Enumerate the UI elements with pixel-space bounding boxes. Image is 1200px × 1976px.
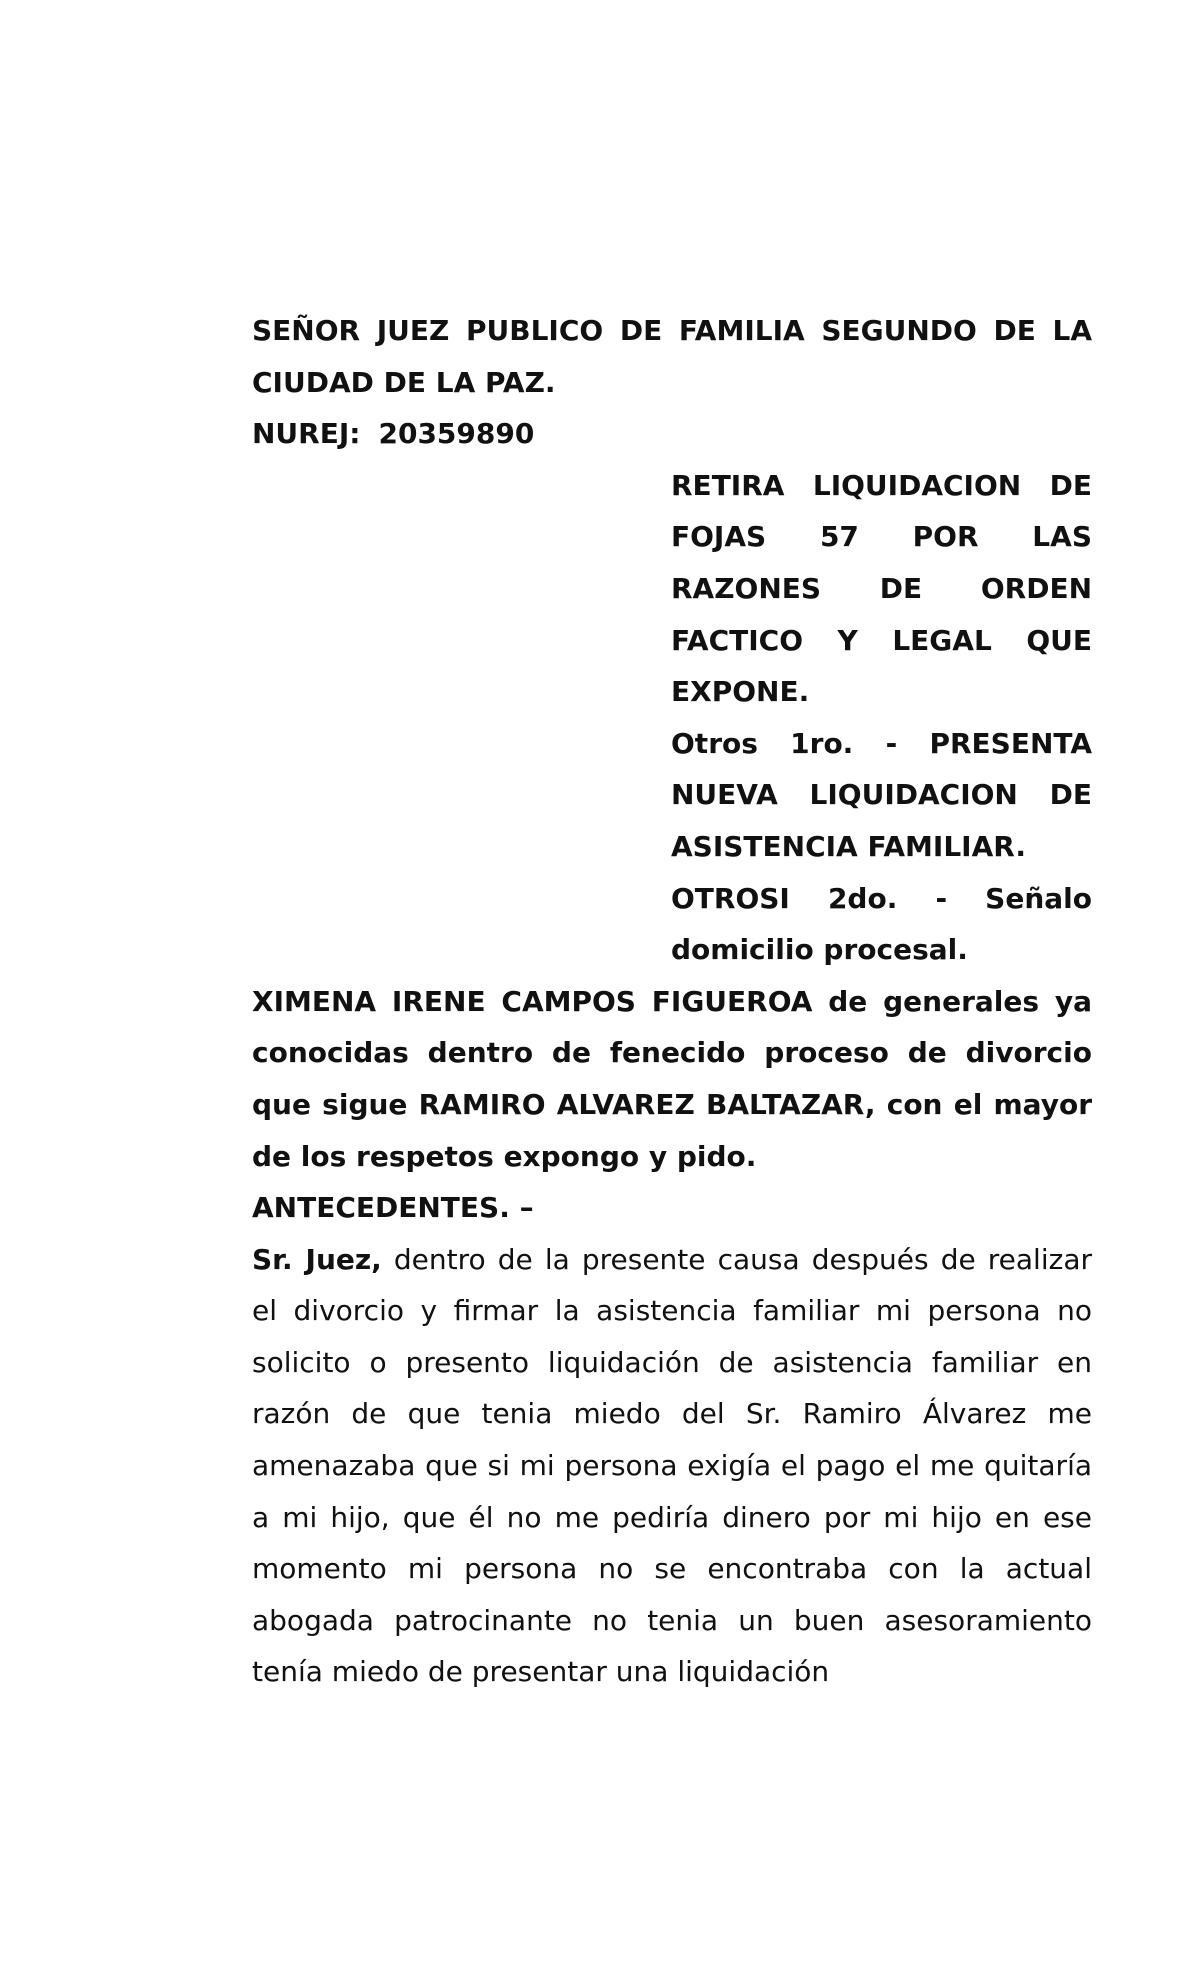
section-heading-antecedentes: ANTECEDENTES. –: [252, 1191, 534, 1225]
body-paragraph: [252, 1234, 1092, 1698]
summary-item-main: RETIRA LIQUIDACION DE FOJAS 57 POR LAS RAZONES DE ORDEN FACTICO Y LEGAL QUE EXPONE.: [671, 468, 1092, 709]
document-page: [252, 305, 1092, 1698]
body-lead: Sr. Juez,: [252, 1242, 382, 1276]
summary-item-otrosi-1: Otros 1ro. - PRESENTA NUEVA LIQUIDACION DE ASISTENCIA FAMILIAR.: [671, 726, 1092, 863]
intro-text-2: con el mayor de los respetos expongo y pido.: [252, 1087, 1093, 1173]
nurej-number: 20359890: [378, 417, 535, 451]
body-text: dentro de la presente causa después de realizar el divorcio y firmar la asistencia familiar mi persona no solicito o presento liquidación de asistencia familiar en razón de que tenia miedo del Sr. Ramiro Álvarez me amenazaba que si mi persona exigía el pago el me quitaría a mi hijo, que él no me pediría dinero por mi hijo en ese momento mi persona no se encontraba con la actual abogada patrocinante no tenia un buen asesoramiento tenía miedo de presentar una liquidación: [252, 1242, 1092, 1689]
addressee-heading: SEÑOR JUEZ PUBLICO DE FAMILIA SEGUNDO DE LA CIUDAD DE LA PAZ.: [252, 314, 1092, 399]
nurej-label: NUREJ:: [252, 417, 361, 451]
opponent-name: RAMIRO ALVAREZ BALTAZAR,: [418, 1087, 876, 1121]
intro-text-1: de generales ya conocidas dentro de fenecido proceso de divorcio que sigue: [252, 984, 1092, 1121]
summary-item-otrosi-2: OTROSI 2do. - Señalo domicilio procesal.: [671, 881, 1092, 967]
intro-paragraph: [252, 976, 1092, 1182]
nurej-line: [252, 408, 1092, 460]
petitioner-name: XIMENA IRENE CAMPOS FIGUEROA: [252, 984, 813, 1018]
summary-block: [671, 460, 1092, 976]
